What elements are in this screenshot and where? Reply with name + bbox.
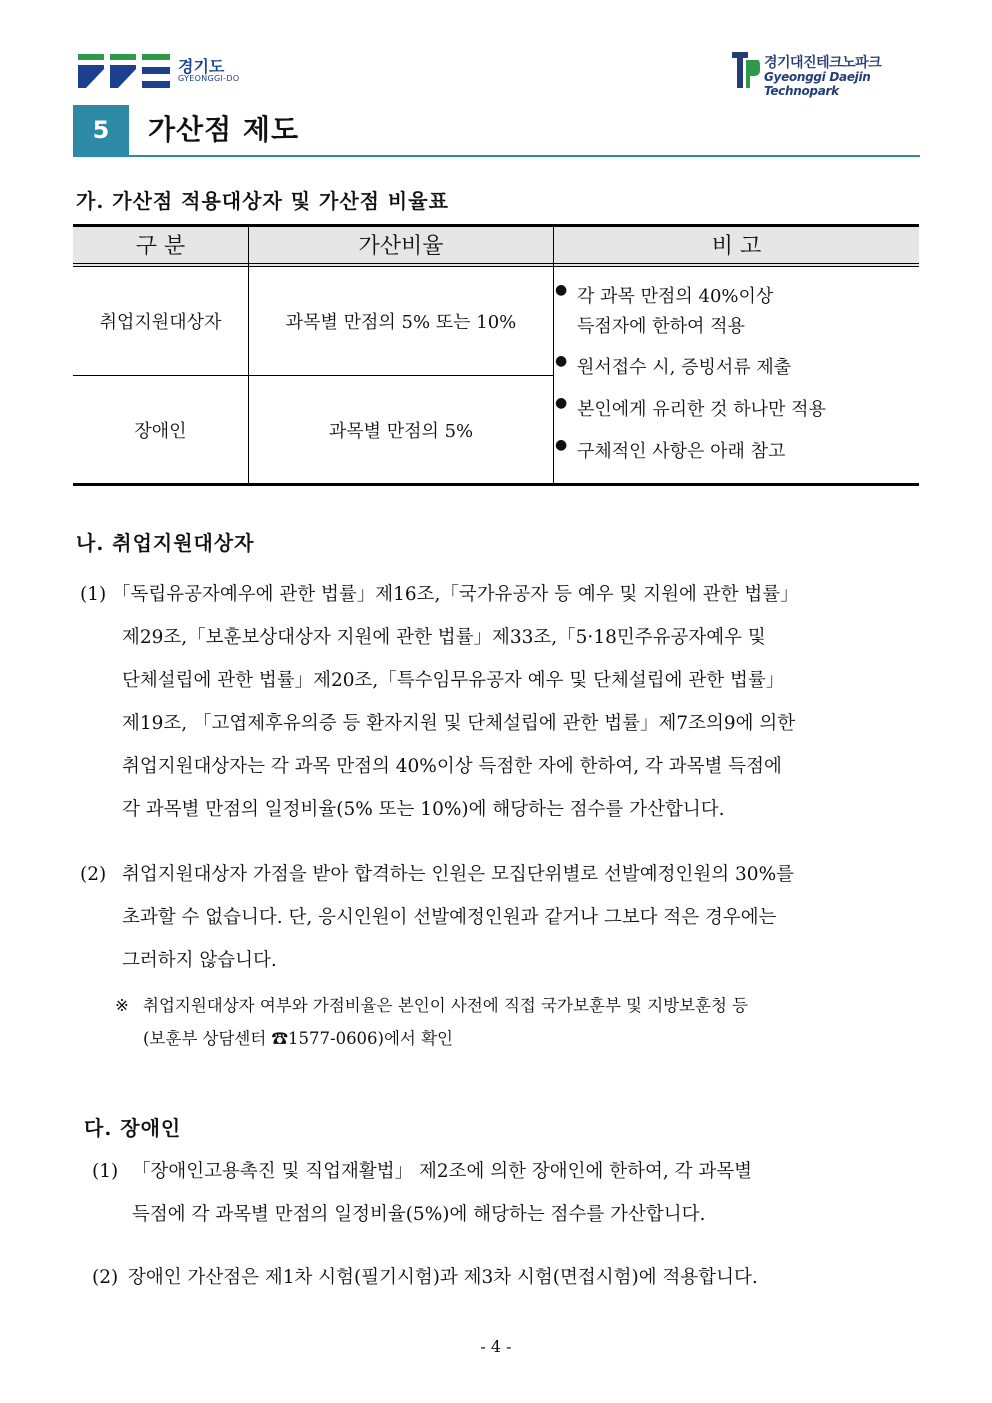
table-bottom-rule — [73, 483, 919, 486]
paragraph-line: 취업지원대상자는 각 과목 만점의 40%이상 득점한 자에 한하여, 각 과목별 득점에 — [122, 756, 782, 777]
bonus-rate-table — [73, 224, 919, 486]
paragraph-line: 「독립유공자예우에 관한 법률」제16조,「국가유공자 등 예우 및 지원에 관한 법률」 — [112, 584, 799, 605]
technopark-emblem-icon — [732, 52, 760, 88]
section-divider — [73, 155, 920, 157]
paragraph-line: 제29조,「보훈보상대상자 지원에 관한 법률」제33조,「5·18민주유공자예우 및 — [122, 627, 766, 648]
paragraph-line: 장애인 가산점은 제1차 시험(필기시험)과 제3차 시험(면접시험)에 적용합니다. — [128, 1267, 758, 1288]
table-header-rule — [73, 263, 919, 264]
paragraph-line: 제19조, 「고엽제후유의증 등 환자지원 및 단체설립에 관한 법률」제7조의9에 의한 — [122, 713, 796, 734]
part-b-item2-text — [122, 853, 922, 982]
paragraph-line: 득점에 각 과목별 만점의 일정비율(5%)에 해당하는 점수를 가산합니다. — [132, 1204, 706, 1225]
remark-line: (보훈부 상담센터 ☎1577-0606)에서 확인 — [143, 1029, 453, 1048]
part-b-heading: 나. 취업지원대상자 — [76, 531, 255, 555]
part-b-item1-number: (1) — [80, 584, 107, 605]
reference-mark-icon: ※ — [115, 996, 129, 1015]
bullet-icon: ● — [555, 282, 568, 298]
paragraph-line: 각 과목별 만점의 일정비율(5% 또는 10%)에 해당하는 점수를 가산합니다. — [122, 799, 725, 820]
paragraph-line: 단체설립에 관한 법률」제20조,「특수임무유공자 예우 및 단체설립에 관한 법률」 — [122, 670, 785, 691]
row2-rate: 과목별 만점의 5% — [328, 421, 474, 442]
part-b-item2-number: (2) — [80, 864, 107, 885]
row1-category: 취업지원대상자 — [99, 312, 222, 333]
row2-category: 장애인 — [134, 421, 187, 442]
bullet-icon: ● — [555, 437, 568, 453]
technopark-logo-text: 경기대진테크노파크 — [764, 55, 882, 71]
bullet-icon: ● — [555, 395, 568, 411]
section-number: 5 — [73, 105, 129, 155]
paragraph-line: 초과할 수 없습니다. 단, 응시인원이 선발예정인원과 같거나 그보다 적은 경우에는 — [122, 907, 777, 928]
note-text: 각 과목 만점의 40%이상 — [577, 286, 774, 307]
table-header-category: 구 분 — [73, 227, 248, 267]
part-b-item1-text — [112, 573, 924, 831]
part-a-heading: 가. 가산점 적용대상자 및 가산점 비율표 — [76, 189, 449, 213]
note-text: 본인에게 유리한 것 하나만 적용 — [577, 399, 826, 420]
note-text: 구체적인 사항은 아래 참고 — [577, 441, 786, 462]
paragraph-line: 취업지원대상자 가점을 받아 합격하는 인원은 모집단위별로 선발예정인원의 30%를 — [122, 864, 795, 885]
note-text: 원서접수 시, 증빙서류 제출 — [577, 357, 792, 378]
note-text: 득점자에 한하여 적용 — [577, 316, 745, 337]
technopark-logo-subtext: Gyeonggi Daejin Technopark — [764, 70, 871, 98]
bullet-icon: ● — [555, 353, 568, 369]
part-c-item2-text — [128, 1256, 918, 1299]
gyeonggi-logo-subtext: GYEONGGI-DO — [178, 74, 240, 83]
table-col-divider-1 — [248, 227, 249, 485]
part-c-item1-number: (1) — [92, 1161, 119, 1182]
table-header-rate: 가산비율 — [249, 227, 553, 267]
row1-rate: 과목별 만점의 5% 또는 10% — [285, 312, 517, 333]
part-c-item2-number: (2) — [92, 1267, 119, 1288]
table-col-divider-2 — [553, 227, 554, 485]
part-c-heading: 다. 장애인 — [84, 1116, 182, 1140]
part-b-remark — [143, 989, 923, 1055]
page-number: - 4 - — [480, 1337, 512, 1356]
gyeonggi-logo — [78, 52, 248, 92]
section-title: 가산점 제도 — [148, 113, 299, 146]
remark-line: 취업지원대상자 여부와 가점비율은 본인이 사전에 직접 국가보훈부 및 지방보훈청 등 — [143, 996, 749, 1015]
gyeonggi-emblem-icon — [78, 54, 170, 88]
table-header-rule-double — [73, 266, 919, 267]
part-c-item1-text — [132, 1150, 922, 1236]
paragraph-line: 「장애인고용촉진 및 직업재활법」 제2조에 의한 장애인에 한하여, 각 과목별 — [132, 1161, 752, 1182]
table-header-notes: 비 고 — [554, 227, 919, 267]
gyeonggi-logo-text: 경기도 — [178, 57, 225, 76]
technopark-logo — [732, 50, 922, 98]
table-row-divider — [73, 375, 553, 376]
paragraph-line: 그러하지 않습니다. — [122, 950, 277, 971]
